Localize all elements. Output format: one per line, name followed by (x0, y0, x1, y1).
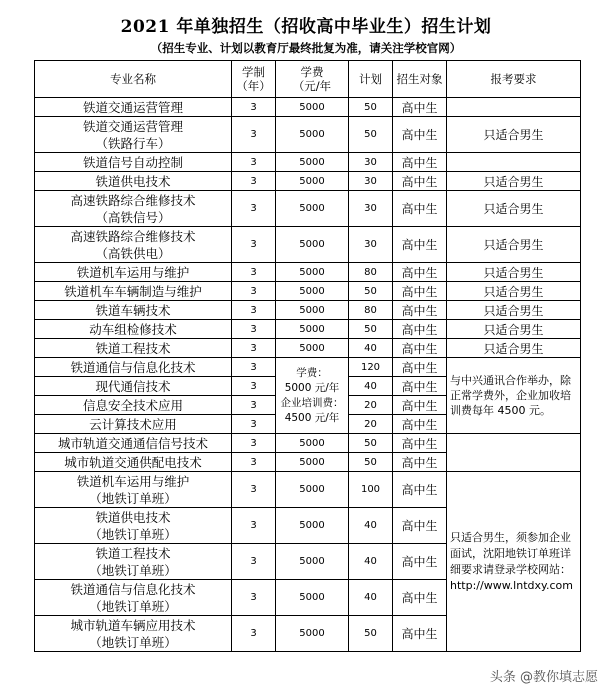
requirement-cell: 只适合男生 (447, 339, 581, 358)
years-cell: 3 (232, 544, 276, 580)
plan-cell: 50 (349, 616, 393, 652)
major-name-line: 铁道供电技术 (95, 509, 171, 525)
target-cell: 高中生 (393, 472, 447, 508)
major-name (35, 320, 232, 339)
fee-cell: 5000 (276, 472, 349, 508)
major-name (35, 117, 232, 153)
major-name-line: 铁道机车运用与维护 (76, 473, 190, 489)
major-name-line: 城市轨道车辆应用技术 (70, 617, 196, 633)
table-row (35, 282, 581, 301)
header-years: 学制 （年） (232, 61, 276, 98)
years-cell: 3 (232, 172, 276, 191)
table-row (35, 301, 581, 320)
fee-merged-line: 学费： (296, 366, 328, 379)
major-name-line: （地铁订单班） (89, 526, 177, 542)
page-subtitle: （招生专业、计划以教育厅最终批复为准，请关注学校官网） (150, 41, 462, 55)
years-cell: 3 (232, 98, 276, 117)
target-cell: 高中生 (393, 282, 447, 301)
years-cell: 3 (232, 339, 276, 358)
fee-cell: 5000 (276, 434, 349, 453)
major-name (35, 358, 232, 377)
major-name-line: （地铁订单班） (89, 598, 177, 614)
major-name-line: 现代通信技术 (95, 378, 171, 394)
plan-cell: 50 (349, 117, 393, 153)
fee-cell: 5000 (276, 339, 349, 358)
requirement-cell: 只适合男生 (447, 172, 581, 191)
plan-cell: 50 (349, 282, 393, 301)
fee-cell: 5000 (276, 117, 349, 153)
target-cell: 高中生 (393, 263, 447, 282)
plan-cell: 20 (349, 396, 393, 415)
years-cell: 3 (232, 117, 276, 153)
requirement-cell (447, 98, 581, 117)
plan-cell: 50 (349, 98, 393, 117)
major-name-line: 城市轨道交通通信信号技术 (57, 435, 208, 451)
fee-cell: 5000 (276, 544, 349, 580)
major-name (35, 580, 232, 616)
plan-cell: 30 (349, 191, 393, 227)
table-row (35, 98, 581, 117)
target-cell: 高中生 (393, 377, 447, 396)
target-cell: 高中生 (393, 301, 447, 320)
fee-cell: 5000 (276, 191, 349, 227)
major-name (35, 616, 232, 652)
target-cell: 高中生 (393, 434, 447, 453)
major-name (35, 339, 232, 358)
major-name-line: 高速铁路综合维修技术 (70, 228, 196, 244)
header-plan: 计划 (349, 61, 393, 98)
target-cell: 高中生 (393, 339, 447, 358)
major-name (35, 508, 232, 544)
major-name (35, 172, 232, 191)
major-name-line: （铁路行车） (95, 135, 171, 151)
major-name (35, 415, 232, 434)
plan-cell: 50 (349, 320, 393, 339)
target-cell: 高中生 (393, 172, 447, 191)
major-name-line: 铁道工程技术 (95, 340, 171, 356)
major-name (35, 301, 232, 320)
major-name-line: 铁道车辆技术 (95, 302, 171, 318)
years-cell: 3 (232, 508, 276, 544)
fee-cell: 5000 (276, 282, 349, 301)
years-cell: 3 (232, 616, 276, 652)
requirement-note-zte: 与中兴通讯合作举办，除正常学费外，企业加收培训费每年 4500 元。 (447, 358, 581, 434)
years-cell: 3 (232, 358, 276, 377)
years-cell: 3 (232, 153, 276, 172)
watermark: 头条 @教你填志愿 (486, 664, 602, 687)
major-name (35, 263, 232, 282)
major-name-line: （地铁订单班） (89, 490, 177, 506)
major-name (35, 453, 232, 472)
table-row (35, 153, 581, 172)
major-name (35, 191, 232, 227)
major-name-line: 城市轨道交通供配电技术 (64, 454, 202, 470)
major-name-line: 铁道通信与信息化技术 (70, 581, 196, 597)
target-cell: 高中生 (393, 320, 447, 339)
target-cell: 高中生 (393, 544, 447, 580)
years-cell: 3 (232, 227, 276, 263)
requirement-cell: 只适合男生 (447, 282, 581, 301)
target-cell: 高中生 (393, 396, 447, 415)
years-cell: 3 (232, 453, 276, 472)
major-name (35, 282, 232, 301)
table-row (35, 172, 581, 191)
table-row (35, 117, 581, 153)
plan-cell: 30 (349, 227, 393, 263)
fee-cell: 5000 (276, 98, 349, 117)
fee-cell: 5000 (276, 172, 349, 191)
fee-cell: 5000 (276, 580, 349, 616)
major-name-line: 铁道工程技术 (95, 545, 171, 561)
header-fee: 学费 （元/年 (276, 61, 349, 98)
table-row (35, 472, 581, 508)
major-name-line: 动车组检修技术 (89, 321, 177, 337)
plan-cell: 20 (349, 415, 393, 434)
years-cell: 3 (232, 263, 276, 282)
fee-cell: 5000 (276, 616, 349, 652)
major-name-line: （高铁信号） (95, 209, 171, 225)
fee-cell: 5000 (276, 453, 349, 472)
requirement-note-metro: 只适合男生，须参加企业面试，沈阳地铁订单班详细要求请登录学校网站：http://www.lntdxy.com (447, 472, 581, 652)
header-major: 专业名称 (35, 61, 232, 98)
requirement-cell: 只适合男生 (447, 263, 581, 282)
major-name-line: 铁道机车运用与维护 (76, 264, 190, 280)
fee-cell: 5000 (276, 301, 349, 320)
major-name (35, 153, 232, 172)
table-row (35, 434, 581, 453)
plan-cell: 40 (349, 580, 393, 616)
requirement-cell: 只适合男生 (447, 117, 581, 153)
major-name-line: （高铁供电） (95, 245, 171, 261)
target-cell: 高中生 (393, 453, 447, 472)
table-row (35, 191, 581, 227)
target-cell: 高中生 (393, 508, 447, 544)
table-row (35, 339, 581, 358)
major-name-line: 铁道机车车辆制造与维护 (64, 283, 202, 299)
years-cell: 3 (232, 301, 276, 320)
requirement-cell (447, 153, 581, 172)
target-cell: 高中生 (393, 98, 447, 117)
years-cell: 3 (232, 320, 276, 339)
major-name-line: 铁道交通运营管理 (82, 118, 183, 134)
major-name-line: （地铁订单班） (89, 634, 177, 650)
years-cell: 3 (232, 580, 276, 616)
fee-merged-line: 5000 元/年 (284, 381, 340, 394)
major-name-line: 铁道供电技术 (95, 173, 171, 189)
major-name-line: 云计算技术应用 (89, 416, 177, 432)
table-row (35, 227, 581, 263)
years-cell: 3 (232, 415, 276, 434)
table-row (35, 263, 581, 282)
years-cell: 3 (232, 472, 276, 508)
table-row (35, 358, 581, 377)
page-title: 2021 年单独招生（招收高中毕业生）招生计划 (120, 17, 492, 37)
plan-cell: 120 (349, 358, 393, 377)
requirement-cell: 只适合男生 (447, 320, 581, 339)
target-cell: 高中生 (393, 580, 447, 616)
major-name-line: 铁道交通运营管理 (82, 99, 183, 115)
requirement-cell: 只适合男生 (447, 227, 581, 263)
major-name-line: 高速铁路综合维修技术 (70, 192, 196, 208)
plan-cell: 40 (349, 508, 393, 544)
major-name-line: 信息安全技术应用 (82, 397, 183, 413)
plan-cell: 40 (349, 339, 393, 358)
fee-merged-line: 企业培训费： (280, 396, 344, 409)
years-cell: 3 (232, 282, 276, 301)
plan-cell: 50 (349, 453, 393, 472)
major-name (35, 396, 232, 415)
major-name-line: （地铁订单班） (89, 562, 177, 578)
requirement-cell: 只适合男生 (447, 301, 581, 320)
plan-cell: 30 (349, 153, 393, 172)
header-requirement: 报考要求 (447, 61, 581, 98)
target-cell: 高中生 (393, 191, 447, 227)
plan-cell: 30 (349, 172, 393, 191)
requirement-cell: 只适合男生 (447, 191, 581, 227)
major-name (35, 434, 232, 453)
plan-cell: 100 (349, 472, 393, 508)
fee-cell: 5000 (276, 227, 349, 263)
target-cell: 高中生 (393, 415, 447, 434)
major-name (35, 472, 232, 508)
fee-cell: 5000 (276, 153, 349, 172)
plan-cell: 40 (349, 377, 393, 396)
fee-cell: 5000 (276, 263, 349, 282)
plan-cell: 80 (349, 301, 393, 320)
plan-cell: 80 (349, 263, 393, 282)
years-cell: 3 (232, 434, 276, 453)
years-cell: 3 (232, 191, 276, 227)
major-name (35, 544, 232, 580)
requirement-cell (447, 434, 581, 472)
major-name (35, 377, 232, 396)
major-name (35, 98, 232, 117)
major-name-line: 铁道信号自动控制 (82, 154, 183, 170)
years-cell: 3 (232, 377, 276, 396)
plan-cell: 50 (349, 434, 393, 453)
target-cell: 高中生 (393, 227, 447, 263)
major-name-line: 铁道通信与信息化技术 (70, 359, 196, 375)
target-cell: 高中生 (393, 153, 447, 172)
fee-merged-line: 4500 元/年 (284, 411, 340, 424)
fee-cell: 5000 (276, 320, 349, 339)
plan-cell: 40 (349, 544, 393, 580)
fee-merged-cell (276, 358, 349, 434)
enrollment-table (34, 60, 581, 652)
header-target: 招生对象 (393, 61, 447, 98)
header-row (35, 61, 581, 98)
years-cell: 3 (232, 396, 276, 415)
table-row (35, 320, 581, 339)
target-cell: 高中生 (393, 616, 447, 652)
major-name (35, 227, 232, 263)
target-cell: 高中生 (393, 358, 447, 377)
target-cell: 高中生 (393, 117, 447, 153)
fee-cell: 5000 (276, 508, 349, 544)
